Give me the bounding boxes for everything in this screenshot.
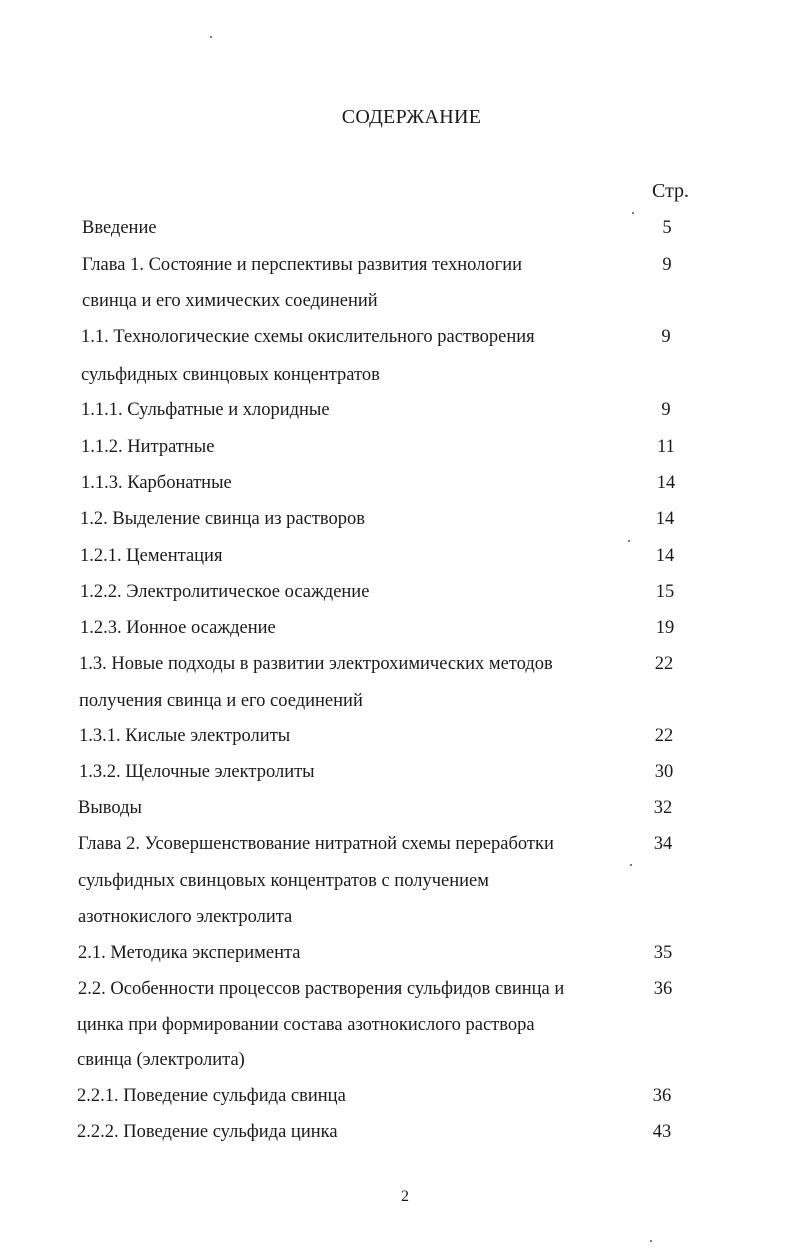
toc-entry-page: 34 [653, 834, 673, 854]
toc-entry-page: 19 [655, 618, 675, 638]
toc-entry-text: 2.2.2. Поведение сульфида цинка [77, 1122, 338, 1142]
toc-entry-page: 32 [653, 798, 673, 818]
toc-entry-text: 1.3.1. Кислые электролиты [79, 726, 291, 746]
toc-entry-text: азотнокислого электролита [78, 907, 293, 927]
toc-entry-text: сульфидных свинцовых концентратов [81, 365, 380, 385]
toc-entry-text: 1.1.2. Нитратные [81, 437, 215, 457]
toc-entry-text: 1.3. Новые подходы в развитии электрохимических методов [79, 654, 553, 674]
toc-entry-page: 22 [654, 654, 674, 674]
toc-entry-text: Глава 2. Усовершенствование нитратной схемы переработки [78, 834, 554, 854]
toc-entry-text: 1.3.2. Щелочные электролиты [79, 762, 315, 782]
toc-entry-text: 2.2. Особенности процессов растворения сульфидов свинца и [78, 979, 565, 999]
toc-entry-page: 5 [662, 218, 672, 238]
toc-entry-text: получения свинца и его соединений [79, 691, 363, 711]
scan-speck [650, 1240, 652, 1242]
toc-entry-page: 14 [655, 546, 675, 566]
toc-entry-text: сульфидных свинцовых концентратов с получением [78, 871, 489, 891]
toc-entry-page: 36 [653, 979, 673, 999]
toc-entry-page: 43 [652, 1122, 672, 1142]
toc-entry-page: 14 [656, 473, 676, 493]
toc-entry-text: цинка при формировании состава азотнокислого раствора [77, 1015, 535, 1035]
toc-entry-text: свинца и его химических соединений [82, 291, 378, 311]
scan-speck [630, 864, 632, 866]
toc-entry-text: Глава 1. Состояние и перспективы развития технологии [82, 255, 523, 275]
page-number: 2 [401, 1188, 409, 1205]
toc-entry-page: 9 [662, 255, 672, 275]
toc-entry-page: 15 [655, 582, 675, 602]
toc-entry-text: 1.1.3. Карбонатные [81, 473, 232, 493]
toc-entry-page: 30 [654, 762, 674, 782]
toc-entry-page: 22 [654, 726, 674, 746]
toc-entry-page: 9 [661, 327, 671, 347]
toc-entry-page: 9 [661, 400, 671, 420]
toc-entry-text: свинца (электролита) [77, 1050, 245, 1070]
toc-entry-text: 1.2.1. Цементация [80, 546, 223, 566]
toc-entry-page: 11 [657, 437, 675, 457]
toc-entry-text: Введение [82, 218, 157, 238]
scan-speck [628, 540, 630, 542]
scan-speck [210, 36, 212, 38]
toc-entry-page: 36 [652, 1086, 672, 1106]
toc-entry-text: 1.2. Выделение свинца из растворов [80, 509, 366, 529]
toc-entry-page: 35 [653, 943, 673, 963]
toc-entry-text: 1.2.3. Ионное осаждение [80, 618, 276, 638]
toc-entry-text: 1.2.2. Электролитическое осаждение [80, 582, 370, 602]
toc-entry-text: 1.1. Технологические схемы окислительного растворения [81, 327, 535, 347]
toc-entry-text: 1.1.1. Сульфатные и хлоридные [81, 400, 330, 420]
toc-entry-text: 2.2.1. Поведение сульфида свинца [77, 1086, 346, 1106]
page-column-label: Стр. [652, 180, 690, 202]
page-title: СОДЕРЖАНИЕ [341, 106, 482, 128]
toc-entry-text: Выводы [78, 798, 142, 818]
toc-entry-page: 14 [655, 509, 675, 529]
toc-entry-text: 2.1. Методика эксперимента [78, 943, 301, 963]
scan-speck [632, 212, 634, 214]
